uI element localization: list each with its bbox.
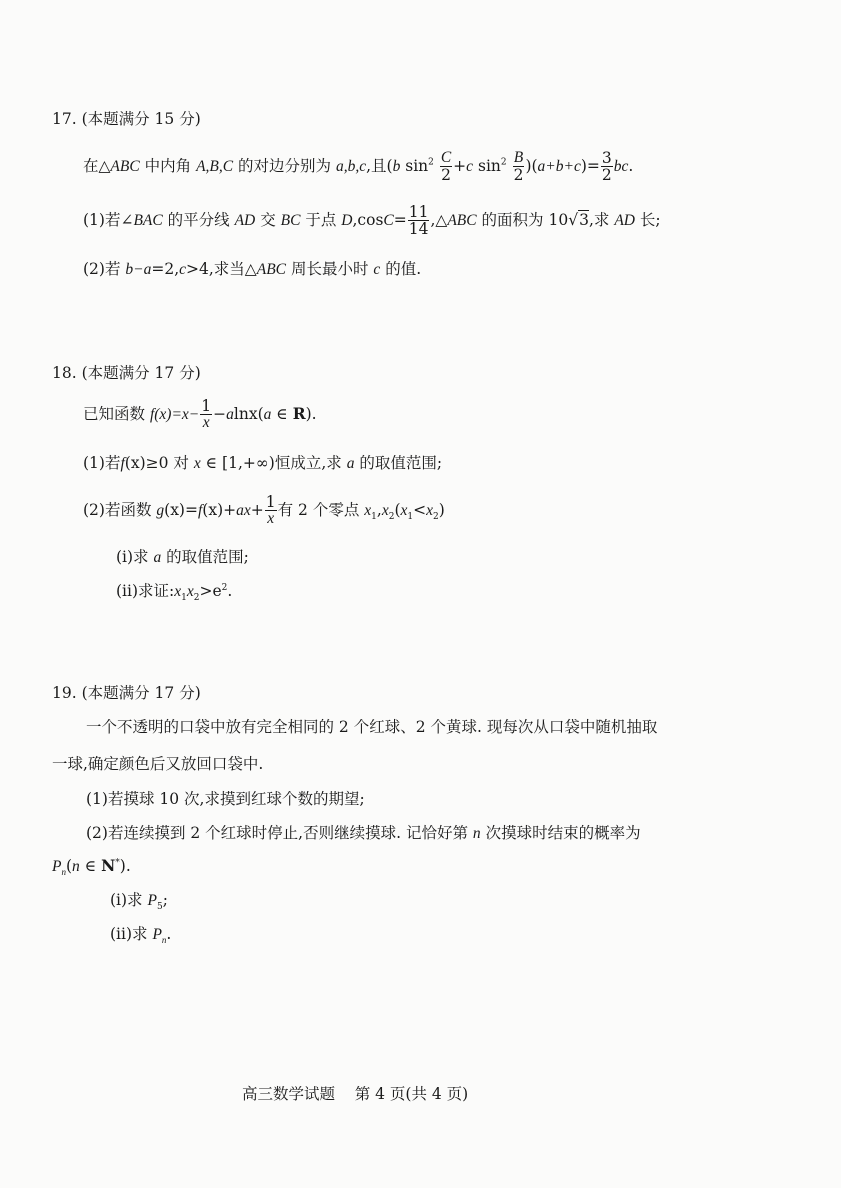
page-footer: 高三数学试题 第 4 页(共 4 页): [242, 1085, 469, 1103]
q18-part2-i: (i)求 a 的取值范围;: [116, 548, 249, 566]
q19-part2-line1: (2)若连续摸到 2 个红球时停止,否则继续摸球. 记恰好第 n 次摸球时结束的概率为: [86, 824, 641, 842]
q19-part2-i: (i)求 $P_5$;: [110, 891, 168, 913]
fraction-b-over-2: $\frac{B}{2}$: [513, 149, 524, 185]
q19-part2-line2: $P_n(n$ ∈ N*).: [52, 856, 131, 878]
q19-part1: (1)若摸球 10 次,求摸到红球个数的期望;: [86, 790, 365, 808]
q19-part2-ii: (ii)求 $P_n$.: [110, 925, 172, 946]
q18-part2: (2)若函数 g(x)=f(x)+ax+ $\frac{1}{x}$ 有 2 个零点 $x_1,x_2(x_1<x_2)$: [83, 493, 445, 528]
fraction-1-over-x: $\frac{1}{x}$: [201, 397, 212, 432]
q17-part2: (2)若 b−a=2,c>4,求当△ABC 周长最小时 c 的值.: [83, 260, 422, 278]
q18-part2-ii: (ii)求证$:x_1x_2>e^2$.: [116, 582, 233, 604]
q18-part1: (1)若f(x)≥0 对 x ∈ [1,+∞)恒成立,求 a 的取值范围;: [83, 454, 443, 472]
fraction-1-over-x-2: $\frac{1}{x}$: [265, 493, 276, 528]
q18-stem: 已知函数 f(x)=x− $\frac{1}{x}$ −alnx(a ∈ R).: [83, 397, 317, 432]
q19-stem-line2: 一球,确定颜色后又放回口袋中.: [52, 755, 264, 773]
q19-header: 19. (本题满分 17 分): [52, 684, 201, 702]
fraction-11-over-14: $\frac{11}{14}$: [408, 203, 429, 239]
fraction-3-over-2: $\frac{3}{2}$: [601, 149, 612, 185]
sqrt-3: √3: [568, 210, 589, 229]
q17-stem: 在△ABC 中内角 A,B,C 的对边分别为 a,b,c,且(b $\sin^2$ $\frac{C}{2}$ +c $\sin^2$ $\frac{B}{2}$ )(a+b+c)= $\frac{3}{2}$ bc.: [83, 149, 634, 185]
q17-part1: (1)若∠BAC 的平分线 AD 交 BC 于点 D,cosC= $\frac{11}{14}$ ,△ABC 的面积为 10√3,求 AD 长;: [83, 203, 661, 239]
fraction-c-over-2: $\frac{C}{2}$: [440, 149, 452, 185]
q18-header: 18. (本题满分 17 分): [52, 364, 201, 382]
q17-header: 17. (本题满分 15 分): [52, 110, 201, 128]
q19-stem-line1: 一个不透明的口袋中放有完全相同的 2 个红球、2 个黄球. 现每次从口袋中随机抽取: [86, 718, 658, 736]
